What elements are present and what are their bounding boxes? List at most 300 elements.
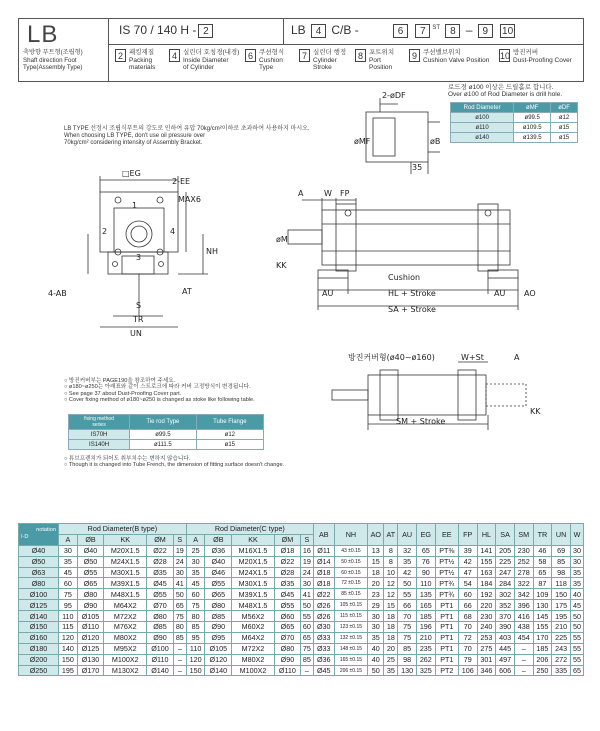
code-lb: LB <box>291 23 306 37</box>
table-cell: 85 <box>186 622 205 633</box>
table-cell: 135 <box>416 589 435 600</box>
table-cell: 115 <box>59 622 78 633</box>
code-divider <box>283 19 284 44</box>
col-header: A <box>186 534 205 545</box>
table-cell: – <box>173 643 186 654</box>
table-cell: 252 <box>514 556 533 567</box>
dim-au-right: AU <box>494 289 506 298</box>
table-cell: 15 <box>384 600 398 611</box>
tube-note: ○ 튜브프렌치가 되어도 취부치수는 변하지 않습니다. <box>64 456 191 462</box>
table-cell: 225 <box>496 556 515 567</box>
cushion-label: Cushion <box>388 273 421 282</box>
cover-note: ○ Cover fixing method of ø180~ø250 is changed as stoke like following table. <box>64 396 255 403</box>
col-header: UN <box>552 524 571 546</box>
table-cell: 35 <box>570 567 583 578</box>
table-cell: Ø22 <box>147 545 174 556</box>
legend-en1: Dust-Proofing Cover <box>513 56 572 64</box>
table-cell: M100X2 <box>104 654 147 665</box>
table-row <box>19 654 584 665</box>
table-row <box>19 600 584 611</box>
legend-item <box>299 49 346 72</box>
dust-cover-view <box>368 375 486 415</box>
dim-fp: FP <box>340 189 350 198</box>
cover-note: ○ 방진커버부는 PAGE190을 참조하여 주세요. <box>64 378 176 384</box>
table-cell: PT1 <box>435 643 458 654</box>
table-cell: 110 <box>416 578 435 589</box>
table-cell: 18 <box>384 611 398 622</box>
bore-cell: Ø150 <box>19 622 59 633</box>
table-cell: 370 <box>496 611 515 622</box>
table-cell: 118 <box>552 578 571 589</box>
col-header: FP <box>458 524 477 546</box>
dim-au-left: AU <box>322 289 334 298</box>
legend-en1: Inside Diameter <box>183 56 229 64</box>
subtitle-ko: 축방향 푸트형(조립형) <box>23 49 83 56</box>
table-cell: 346 <box>477 665 496 676</box>
cover-note: ○ See page 37 about Dust-Proofing Cover part. <box>64 390 182 397</box>
table-cell: 41 <box>173 578 186 589</box>
table-cell: Ø90 <box>205 622 232 633</box>
code-box-9: 9 <box>478 24 493 38</box>
table-cell: PT¾ <box>435 589 458 600</box>
table-cell: M95X2 <box>104 643 147 654</box>
table-cell: Ø125 <box>77 643 104 654</box>
code-dash: – <box>465 23 473 37</box>
fixing-corner-top: fixing method <box>84 416 114 422</box>
table-cell: 30 <box>570 545 583 556</box>
table-cell: – <box>173 665 186 676</box>
bore-cell: Ø63 <box>19 567 59 578</box>
drill-cell: ø100 <box>451 113 514 123</box>
dim-at: AT <box>182 287 192 296</box>
table-cell: 66 <box>458 600 477 611</box>
table-cell: Ø80 <box>274 643 300 654</box>
bore-cell: Ø50 <box>19 556 59 567</box>
dim-un: UN <box>130 329 142 338</box>
table-cell: 24 <box>300 567 313 578</box>
piston-rod <box>288 230 322 244</box>
table-cell: 65 <box>416 545 435 556</box>
table-cell: 39 <box>458 545 477 556</box>
table-cell: M80X2 <box>104 632 147 643</box>
table-cell: M16X1.5 <box>232 545 275 556</box>
table-cell: 165 ±0.15 <box>334 654 367 665</box>
table-cell: 35 <box>384 665 398 676</box>
drill-header: øMF <box>514 103 551 113</box>
table-cell: PT1 <box>435 622 458 633</box>
table-cell: 95 <box>186 632 205 643</box>
table-cell: 140 <box>59 643 78 654</box>
col-header: SA <box>496 524 515 546</box>
table-cell: 109 <box>533 589 552 600</box>
table-cell: 60 <box>300 622 313 633</box>
table-cell: 220 <box>477 600 496 611</box>
table-cell: 55 <box>570 654 583 665</box>
table-row <box>19 578 584 589</box>
legend-ko: 실린더 호칭경(내경) <box>183 49 240 56</box>
dim-ab: 4-AB <box>48 289 67 298</box>
dim-eg: □EG <box>122 169 141 178</box>
table-cell: 141 <box>477 545 496 556</box>
drill-cell: ø139.5 <box>514 133 551 143</box>
table-cell: 68 <box>458 611 477 622</box>
code-box-2: 2 <box>198 24 213 38</box>
table-cell: 325 <box>416 665 435 676</box>
table-cell: 60 <box>59 578 78 589</box>
tube-notes <box>64 456 284 469</box>
table-cell: 72 <box>458 632 477 643</box>
port-2: 2 <box>102 227 108 236</box>
table-cell: 35 <box>186 567 205 578</box>
drill-cell: ø110 <box>451 123 514 133</box>
table-cell: 12 <box>384 589 398 600</box>
notation-label: notation <box>36 527 56 534</box>
legend-text <box>423 49 489 64</box>
legend-text <box>313 49 346 72</box>
dim-max6: MAX6 <box>178 195 201 204</box>
table-cell: 65 <box>300 632 313 643</box>
front-view-bore <box>126 221 152 247</box>
table-cell: 30 <box>186 556 205 567</box>
table-cell: Ø18 <box>274 545 300 556</box>
legend-en2: Type <box>259 64 274 71</box>
drill-cell: ø12 <box>551 113 578 123</box>
bore-cell: Ø180 <box>19 643 59 654</box>
table-cell: Ø35 <box>147 567 174 578</box>
cylinder-side-view <box>322 210 510 265</box>
table-cell: Ø55 <box>205 578 232 589</box>
col-header: AT <box>384 524 398 546</box>
dim-tr: TR <box>133 315 144 324</box>
drill-cell: ø15 <box>551 133 578 143</box>
legend-en1: Cushion <box>259 56 283 64</box>
table-cell: Ø55 <box>147 589 174 600</box>
table-cell: 165 <box>416 600 435 611</box>
table-cell: Ø65 <box>77 578 104 589</box>
table-cell: 98 <box>398 654 417 665</box>
fixing-cell: ø99.5 <box>130 430 197 440</box>
table-cell: 352 <box>496 600 515 611</box>
table-cell: 205 <box>496 545 515 556</box>
table-cell: 45 <box>59 567 78 578</box>
table-cell: 206 ±0.15 <box>334 665 367 676</box>
table-cell: 110 <box>186 643 205 654</box>
table-cell: PT½ <box>435 567 458 578</box>
dim-b: øB <box>430 137 441 146</box>
group-b-header: Rod Diameter(B type) <box>59 524 187 535</box>
table-row <box>19 632 584 643</box>
legend-item <box>499 49 572 64</box>
table-cell: 106 <box>458 665 477 676</box>
fixing-cell: ø111.5 <box>130 440 197 450</box>
table-cell: 75 <box>398 632 417 643</box>
port-3: 3 <box>136 253 142 262</box>
lb-note-ko: LB TYPE 선정시 조립식푸트의 강도로 인하여 유압 70kg/cm²이하로 초과하여 사용하지 마시오. <box>64 126 310 132</box>
code-prefix: IS 70 / 140 H - <box>119 23 197 37</box>
table-cell: PT1 <box>435 600 458 611</box>
drill-cell: ø15 <box>551 123 578 133</box>
table-cell: 284 <box>496 578 515 589</box>
drill-header: Rod Diameter <box>451 103 514 113</box>
table-cell: 32 <box>398 545 417 556</box>
table-cell: 75 <box>300 643 313 654</box>
table-cell: 65 <box>173 600 186 611</box>
col-header: S <box>173 534 186 545</box>
fixing-cell: ø12 <box>196 430 263 440</box>
fixing-cell: ø15 <box>196 440 263 450</box>
table-cell: M20X1.5 <box>104 545 147 556</box>
legend-item <box>169 49 239 72</box>
table-cell: 70 <box>398 611 417 622</box>
table-cell: 79 <box>458 654 477 665</box>
table-cell: 35 <box>368 632 384 643</box>
table-cell: M64X2 <box>104 600 147 611</box>
col-header: KK <box>104 534 147 545</box>
table-cell: 25 <box>186 545 205 556</box>
table-cell: – <box>300 665 313 676</box>
col-header: AU <box>398 524 417 546</box>
table-cell: 8 <box>384 556 398 567</box>
table-cell: 185 <box>533 643 552 654</box>
col-header: S <box>300 534 313 545</box>
table-cell: 390 <box>496 622 515 633</box>
code-st: ST <box>432 25 441 31</box>
bore-cell: Ø160 <box>19 632 59 643</box>
table-cell: Ø70 <box>274 632 300 643</box>
table-cell: M80X2 <box>232 654 275 665</box>
table-cell: 230 <box>514 545 533 556</box>
dim-a2: A <box>514 353 520 362</box>
table-cell: Ø130 <box>77 654 104 665</box>
table-cell: 70 <box>458 622 477 633</box>
table-cell: 278 <box>514 567 533 578</box>
code-cb: C/B - <box>331 23 359 37</box>
table-cell: PT2 <box>435 665 458 676</box>
table-cell: Ø40 <box>77 545 104 556</box>
bore-cell: Ø40 <box>19 545 59 556</box>
table-cell: 196 <box>416 622 435 633</box>
legend-en1: Packing <box>129 56 153 64</box>
fixing-cell: IS70H <box>69 430 130 440</box>
legend-en2: materials <box>129 64 156 71</box>
legend-en2: Stroke <box>313 64 332 71</box>
table-cell: 40 <box>368 643 384 654</box>
col-header: ØM <box>274 534 300 545</box>
legend-text <box>369 49 394 72</box>
legend-num: 10 <box>500 51 511 61</box>
table-cell: 98 <box>552 567 571 578</box>
table-cell: Ø36 <box>205 545 232 556</box>
table-cell: 50 <box>300 600 313 611</box>
table-cell: Ø110 <box>77 622 104 633</box>
table-cell: 19 <box>173 545 186 556</box>
cover-notes <box>64 378 255 403</box>
legend-en1: Port <box>369 56 381 64</box>
table-cell: 66 <box>398 600 417 611</box>
legend-num: 8 <box>355 49 366 62</box>
table-cell: 75 <box>59 589 78 600</box>
table-cell: 85 ±0.15 <box>334 589 367 600</box>
legend-num: 6 <box>245 49 256 62</box>
legend-item <box>409 49 489 64</box>
col-header: NH <box>334 524 367 546</box>
table-cell: Ø85 <box>147 622 174 633</box>
table-cell: 65 <box>570 665 583 676</box>
table-cell: 396 <box>514 600 533 611</box>
table-cell: M48X1.5 <box>104 589 147 600</box>
table-cell: 606 <box>496 665 515 676</box>
table-cell: 42 <box>458 556 477 567</box>
table-cell: M100X2 <box>232 665 275 676</box>
table-cell: 85 <box>300 654 313 665</box>
table-cell: PT½ <box>435 556 458 567</box>
dimension-table <box>18 523 584 676</box>
legend-text <box>129 49 155 72</box>
table-cell: Ø90 <box>147 632 174 643</box>
bore-cell: Ø140 <box>19 611 59 622</box>
table-cell: – <box>514 654 533 665</box>
table-cell: M24X1.5 <box>232 567 275 578</box>
rod-end-inner <box>373 118 395 156</box>
table-cell: 185 <box>416 611 435 622</box>
bore-cell: Ø125 <box>19 600 59 611</box>
table-row <box>19 556 584 567</box>
table-cell: 105 ±0.15 <box>334 600 367 611</box>
table-cell: Ø80 <box>205 600 232 611</box>
code-part-3 <box>391 23 517 38</box>
table-cell: M64X2 <box>232 632 275 643</box>
col-header: ØM <box>147 534 174 545</box>
fixing-cell: IS140H <box>69 440 130 450</box>
table-cell: Ø28 <box>147 556 174 567</box>
legend-ko: 쿠션형식 <box>259 49 285 56</box>
table-cell: 50 ±0.15 <box>334 556 367 567</box>
tube-note: ○ Though it is changed into Tube French, the dimension of fitting surface doesn't change. <box>64 462 285 469</box>
table-cell: 247 <box>496 567 515 578</box>
code-part-1 <box>119 23 215 38</box>
table-cell: 50 <box>368 665 384 676</box>
table-cell: 43 ±0.15 <box>334 545 367 556</box>
table-cell: Ø50 <box>77 556 104 567</box>
table-cell: 15 <box>368 556 384 567</box>
table-cell: Ø28 <box>274 567 300 578</box>
col-header: A <box>59 534 78 545</box>
table-cell: Ø60 <box>274 611 300 622</box>
table-cell: 50 <box>570 622 583 633</box>
fixing-corner-bottom: series <box>92 422 106 428</box>
col-header: AO <box>368 524 384 546</box>
table-cell: 230 <box>477 611 496 622</box>
table-cell: 250 <box>533 665 552 676</box>
table-cell: M24X1.5 <box>104 556 147 567</box>
table-cell: Ø55 <box>77 567 104 578</box>
table-cell: 18 <box>368 567 384 578</box>
table-cell: – <box>173 654 186 665</box>
dim-35: 35 <box>412 163 423 172</box>
table-cell: 13 <box>368 545 384 556</box>
bore-cell: Ø250 <box>19 665 59 676</box>
col-header: KK <box>232 534 275 545</box>
table-cell: 72 ±0.15 <box>334 578 367 589</box>
table-cell: Ø45 <box>274 589 300 600</box>
table-cell: 120 <box>59 632 78 643</box>
table-cell: 23 <box>368 589 384 600</box>
table-cell: 110 <box>59 611 78 622</box>
table-cell: M72X2 <box>104 611 147 622</box>
bore-cell: Ø100 <box>19 589 59 600</box>
table-cell: 75 <box>398 622 417 633</box>
table-cell: M56X2 <box>232 611 275 622</box>
table-cell: Ø140 <box>147 665 174 676</box>
table-cell: M30X1.5 <box>104 567 147 578</box>
table-cell: 225 <box>552 632 571 643</box>
table-cell: 35 <box>59 556 78 567</box>
legend-ko: 방진커버 <box>513 49 539 56</box>
table-cell: 206 <box>533 654 552 665</box>
table-cell: 438 <box>514 622 533 633</box>
table-cell: M130X2 <box>104 665 147 676</box>
table-cell: M48X1.5 <box>232 600 275 611</box>
legend-item <box>115 49 155 72</box>
table-cell: 75 <box>186 600 205 611</box>
col-header: ØB <box>205 534 232 545</box>
code-box-8: 8 <box>445 24 460 38</box>
dim-kk: KK <box>276 261 287 270</box>
table-cell: 85 <box>552 556 571 567</box>
subtitle-en1: Shaft direction Foot <box>23 56 77 64</box>
table-cell: 163 <box>477 567 496 578</box>
code-part-2 <box>291 23 359 38</box>
table-cell: 20 <box>368 578 384 589</box>
table-cell: – <box>514 643 533 654</box>
table-cell: 54 <box>458 578 477 589</box>
table-cell: Ø22 <box>313 589 334 600</box>
cover-title: 방진커버형(ø40~ø160) <box>348 353 435 362</box>
table-cell: Ø80 <box>77 589 104 600</box>
dim-m: øM <box>276 235 288 244</box>
port-4: 4 <box>170 227 176 236</box>
table-cell: 47 <box>458 567 477 578</box>
dim-mf: øMF <box>354 137 371 146</box>
drill-header: øDF <box>551 103 578 113</box>
dim-sa: SA + Stroke <box>388 305 436 314</box>
table-cell: Ø110 <box>274 665 300 676</box>
table-cell: Ø120 <box>77 632 104 643</box>
code-box-10: 10 <box>502 25 514 37</box>
table-cell: 30 <box>59 545 78 556</box>
table-cell: 302 <box>496 589 515 600</box>
table-cell: 175 <box>552 600 571 611</box>
notation-header <box>19 524 59 546</box>
dim-a: A <box>298 189 304 198</box>
dim-w: W <box>324 189 332 198</box>
col-header: AB <box>313 524 334 546</box>
table-cell: Ø90 <box>274 654 300 665</box>
table-cell: Ø70 <box>147 600 174 611</box>
lb-note-en2: 70kg/cm² considering intensity of Assembly Bracket. <box>64 140 203 146</box>
col-header: EE <box>435 524 458 546</box>
legend-ko: 쿠션밸브위치 <box>423 49 461 56</box>
model-code-header <box>18 18 584 82</box>
table-cell: Ø18 <box>313 567 334 578</box>
table-cell: Ø14 <box>313 556 334 567</box>
table-cell: 130 <box>398 665 417 676</box>
legend-text <box>513 49 572 64</box>
subtitle-en2: Type(Assembly Type) <box>23 64 83 71</box>
table-cell: 24 <box>173 556 186 567</box>
table-cell: 42 <box>398 567 417 578</box>
table-cell: Ø105 <box>205 643 232 654</box>
